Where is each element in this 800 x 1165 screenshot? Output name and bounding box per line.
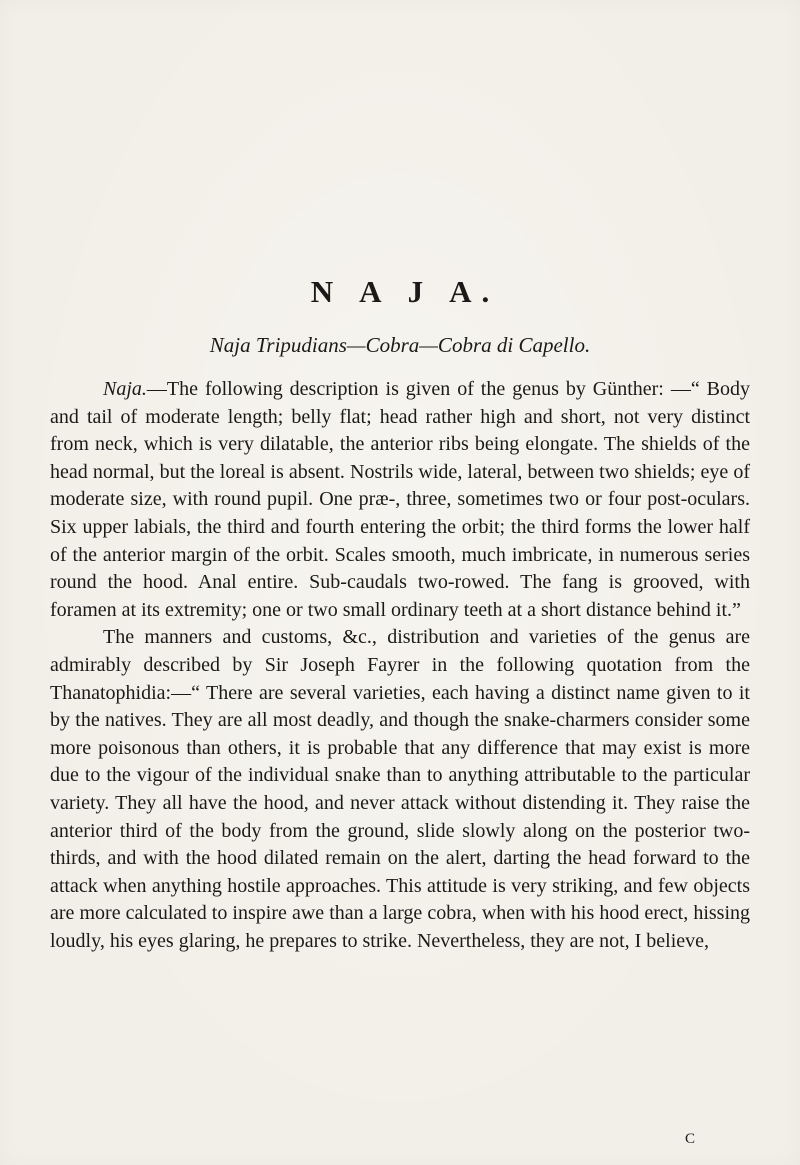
signature-mark: C xyxy=(685,1131,696,1147)
paragraph-1 xyxy=(50,376,750,624)
body-text xyxy=(50,376,750,955)
paragraph-1-lead: Naja. xyxy=(103,378,147,400)
paragraph-2-text: The manners and customs, &c., distribution and varieties of the genus are admirably described by Sir Joseph Fayrer in the following quotation from the Thanatophidia:—“ There are several varieties, each having a distinct name given to it by the natives. They are all most deadly, and though the snake-charmers consider some more poisonous than others, it is probable that any difference that may exist is more due to the vigour of the individual snake than to anything attributable to the particular variety. They all have the hood, and never attack without distending it. They raise the anterior third of the body from the ground, slide slowly along on the posterior two-thirds, and with the hood dilated remain on the alert, darting the head forward to the attack when anything hostile approaches. This attitude is very striking, and few objects are more calculated to inspire awe than a large cobra, when with his hood erect, hissing loudly, his eyes glaring, he prepares to strike. Nevertheless, they are not, I believe, xyxy=(50,626,750,952)
page-subtitle: Naja Tripudians—Cobra—Cobra di Capello. xyxy=(209,333,591,357)
page-title: N A J A. xyxy=(310,274,500,309)
paragraph-1-text: —The following description is given of the genus by Günther: —“ Body and tail of moderate length; belly flat; head rather high and short, not very distinct from neck, which is very dilatable, the anterior ribs being elongate. The shields of the head normal, but the loreal is absent. Nostrils wide, lateral, between two shields; eye of moderate size, with round pupil. One præ-, three, sometimes two or four post-oculars. Six upper labials, the third and fourth entering the orbit; the third forms the lower half of the anterior margin of the orbit. Scales smooth, much imbricate, in numerous series round the hood. Anal entire. Sub-caudals two-rowed. The fang is grooved, with foramen at its extremity; one or two small ordinary teeth at a short distance behind it.” xyxy=(50,378,750,621)
paragraph-2 xyxy=(50,624,750,955)
